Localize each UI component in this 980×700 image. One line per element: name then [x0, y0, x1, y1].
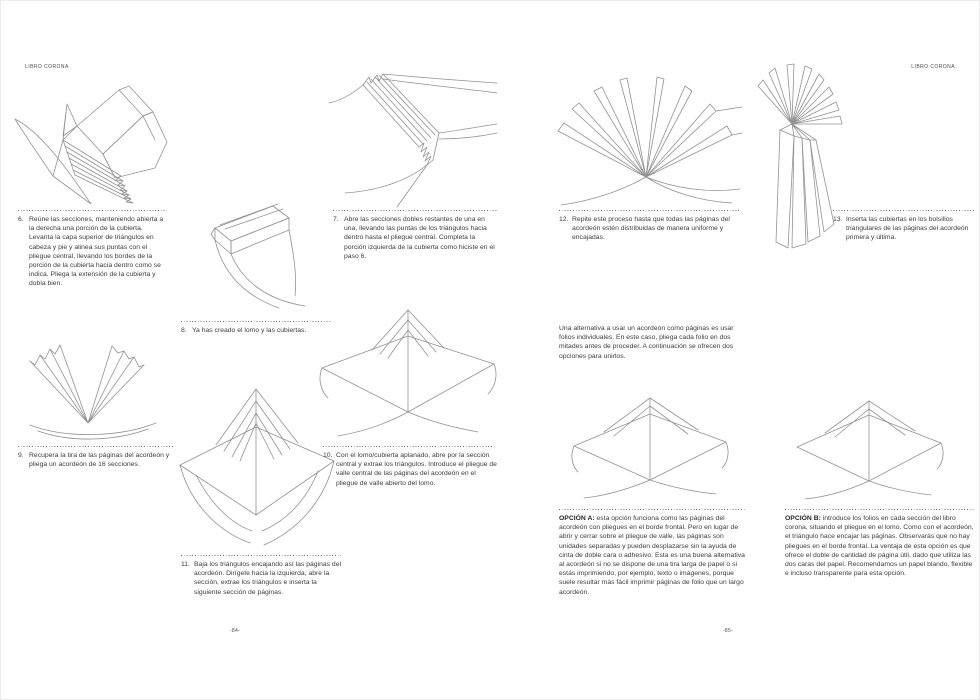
- option-b-paragraph: [785, 514, 975, 578]
- step-number: 8.: [181, 327, 187, 334]
- dotted-divider: [181, 555, 341, 557]
- step-item-6: [18, 215, 168, 289]
- alternative-note: Una alternativa a usar un acordeón como páginas es usar folios individuales. En este caso, pliega cada folio en dos mitades antes de proceder. A continuación se ofrecen dos opciones para unirlos.: [559, 325, 734, 360]
- option-a-text: esta opción funciona como las páginas del acordeón con pliegues en el borde frontal. Pero en lugar de abrir y cerrar sobre el pliegue de valle, las páginas son unidades separadas y pueden desplazarse sin la ayuda de cinta de doble cara o adhesivo. Esta es una buena alternativa al acordeón si no se dispone de una tira larga de papel o si estás imprimiendo, por ejemplo, texto o imágenes, porque suele resultar más fácil imprimir páginas de folio que un largo acordeón.: [559, 515, 745, 596]
- step-number: 9.: [18, 452, 24, 459]
- illustration-step-6-cover-folding: [5, 84, 187, 212]
- illustration-option-a-folio-book: [566, 386, 734, 508]
- step-item-12: [559, 215, 741, 243]
- illustration-option-b-folio-book: [789, 389, 945, 507]
- dotted-divider: [559, 210, 739, 212]
- dotted-divider: [323, 446, 495, 448]
- step-item-11: [181, 560, 343, 597]
- step-number: 13.: [833, 216, 843, 223]
- illustration-step-11-inserting-pages: [172, 379, 340, 553]
- page-number-left: -84-: [229, 628, 241, 634]
- step-item-13: [833, 215, 977, 243]
- step-number: 11.: [181, 561, 190, 568]
- illustration-step-10-open-spread: [316, 296, 500, 442]
- dotted-divider: [833, 210, 975, 212]
- illustration-step-7-accordion-stack: [327, 73, 499, 209]
- step-text: Con el lomo/cubierta aplanado, abre por la sección central y extrae los triángulos. Introduce el pliegue de valle central de las páginas del acordeón en el pliegue de valle abierto del lomo.: [336, 452, 497, 487]
- dotted-divider: [18, 446, 173, 448]
- dotted-divider: [785, 509, 975, 511]
- illustration-step-12-fanned-book: [546, 73, 744, 211]
- step-text: Ya has creado el lomo y las cubiertas.: [192, 327, 307, 334]
- dotted-divider: [18, 210, 166, 212]
- step-item-8: [181, 326, 333, 335]
- illustration-step-8-spine: [187, 196, 315, 318]
- option-a-label: OPCIÓN A:: [559, 515, 595, 522]
- step-text: Recupera la tira de las páginas del acordeón y pliega un acordeón de 16 secciones.: [29, 452, 170, 469]
- running-head-right: LIBRO CORONA: [911, 64, 955, 70]
- illustration-step-9-accordion-fan: [16, 331, 168, 443]
- page-number-right: -85-: [722, 628, 734, 634]
- step-number: 12.: [559, 216, 569, 223]
- step-number: 10.: [323, 452, 333, 459]
- dotted-divider: [333, 210, 497, 212]
- step-text: Reúne las secciones, manteniendo abierta a la derecha una porción de la cubierta. Levanta la capa superior de triángulos en cabeza y pie y alinea sus puntas con el pliegue central, llevando los bordes de la porción de la cubierta hacia dentro como se indica. Pliega la extensión de la cubierta y dobla bien.: [29, 216, 164, 288]
- step-text: Repite este proceso hasta que todas las páginas del acordeón estén distribuidas de manera uniforme y encajadas.: [572, 216, 730, 242]
- option-b-text: introduce los folios en cada sección del libro corona, situando el pliegue en el lomo. Como con el acordeón, el triángulo hace encajar las páginas. Observarás que no hay pliegues en el borde frontal. La ventaja de esta opción es que ofrece el doble de cantidad de página útil, dado que utiliza las dos caras del papel. Recomendamos un papel blando, flexible e incluso transparente para esta opción.: [785, 515, 974, 578]
- step-number: 7.: [333, 216, 339, 223]
- step-item-9: [18, 451, 176, 469]
- step-item-7: [333, 215, 499, 261]
- step-number: 6.: [18, 216, 24, 223]
- dotted-divider: [181, 321, 331, 323]
- option-a-paragraph: [559, 514, 747, 597]
- dotted-divider: [559, 509, 746, 511]
- option-b-label: OPCIÓN B:: [785, 515, 821, 522]
- step-text: Inserta las cubiertas en los bolsillos triangulares de las páginas del acordeón primera y última.: [846, 216, 969, 242]
- step-text: Abre las secciones dobles restantes de una en una, llevando las puntas de los triángulos hacia dentro hasta el pliegue central. Completa la porción izquierda de la cubierta como hiciste en el paso 6.: [344, 216, 495, 260]
- step-item-10: [323, 451, 497, 488]
- running-head-left: LIBRO CORONA: [25, 64, 69, 70]
- step-text: Baja los triángulos encajando así las páginas del acordeón. Dirígete hacia la izquierda, abre la sección, extrae los triángulos e inserta la siguiente sección de páginas.: [194, 561, 341, 596]
